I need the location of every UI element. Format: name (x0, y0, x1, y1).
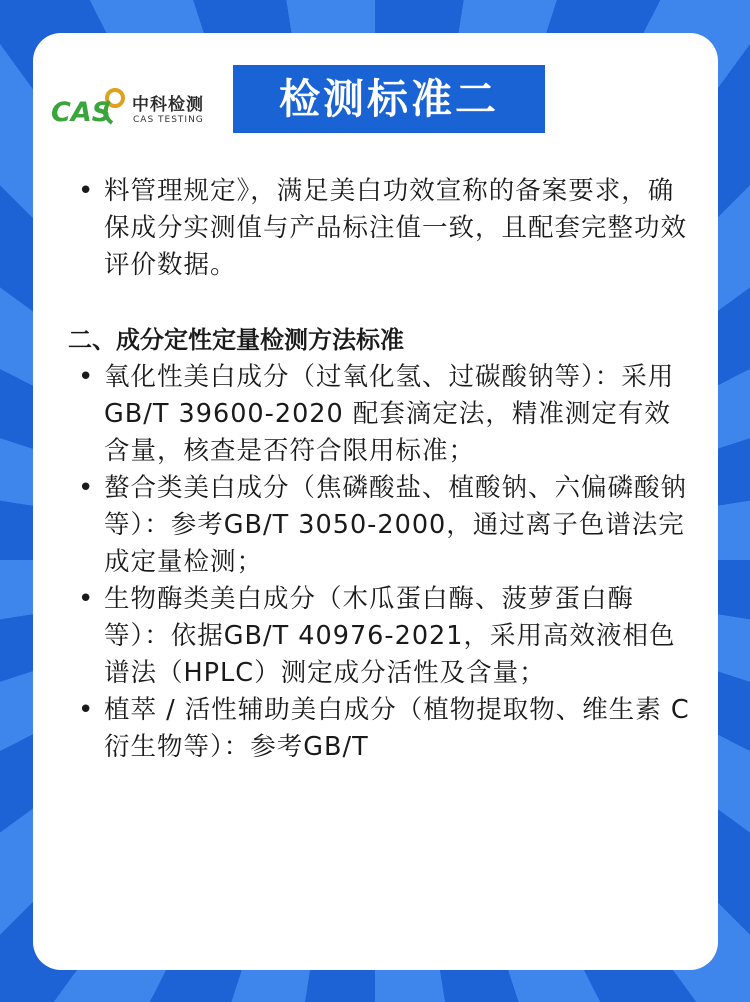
bullet-icon: • (78, 176, 94, 206)
list-item (68, 470, 692, 581)
page-title: 检测标准二 (233, 65, 545, 133)
bullet-icon: • (78, 473, 94, 503)
list-item-text: 螯合类美白成分（焦磷酸盐、植酸钠、六偏磷酸钠等）：参考GB/T 3050-2000，通过离子色谱法完成定量检测； (104, 473, 688, 577)
bullet-icon: • (78, 584, 94, 614)
bullet-icon: • (78, 362, 94, 392)
content-card (33, 33, 718, 970)
cas-testing-logo (49, 71, 219, 141)
list-item-text: 植萃 / 活性辅助美白成分（植物提取物、维生素 C 衍生物等）：参考GB/T (104, 695, 690, 762)
list-item (68, 359, 692, 470)
cas-logo-mark (49, 71, 129, 141)
section-heading: 二、成分定性定量检测方法标准 (68, 326, 404, 354)
svg-text:CAS: CAS (51, 97, 112, 128)
list-item (68, 692, 692, 766)
list-item (68, 173, 692, 284)
list-item-text: 生物酶类美白成分（木瓜蛋白酶、菠萝蛋白酶等）：依据GB/T 40976-2021，采用高效液相色谱法（HPLC）测定成分活性及含量； (104, 584, 676, 688)
logo-chinese-name: 中科检测 (132, 95, 204, 115)
list-item-text: 氧化性美白成分（过氧化氢、过碳酸钠等）：采用 GB/T 39600-2020 配套滴定法，精准测定有效含量，核查是否符合限用标准； (104, 362, 675, 466)
list-item (68, 581, 692, 692)
list-item-text: 料管理规定》，满足美白功效宣称的备案要求，确保成分实测值与产品标注值一致，且配套完整功效评价数据。 (104, 176, 688, 280)
logo-english-name: CAS TESTING (133, 115, 204, 125)
document-body (68, 173, 692, 766)
bullet-icon: • (78, 695, 94, 725)
